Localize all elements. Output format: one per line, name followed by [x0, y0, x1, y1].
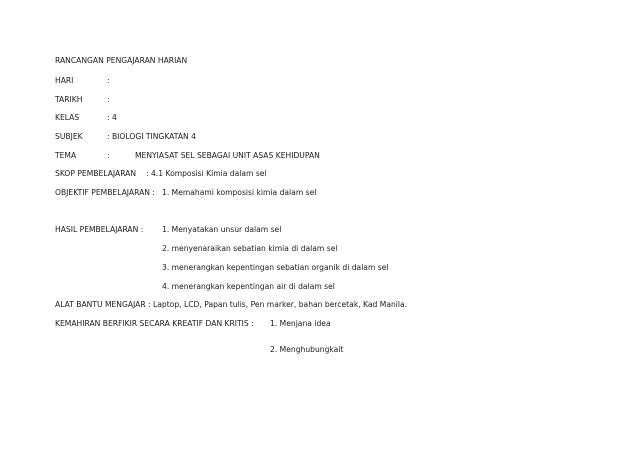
field-sep-tarikh: :	[107, 95, 110, 104]
kemahiran-item: 2. Menghubungkait	[270, 345, 344, 354]
field-label-tema: TEMA	[55, 151, 77, 160]
field-value-subjek: : BIOLOGI TINGKATAN 4	[107, 132, 196, 141]
field-label-tarikh: TARIKH	[55, 95, 83, 104]
alat-bantu-mengajar: ALAT BANTU MENGAJAR : Laptop, LCD, Papan tulis, Pen marker, bahan bercetak, Kad Manila.	[55, 300, 408, 309]
field-label-kelas: KELAS	[55, 113, 80, 122]
field-sep-hari: :	[107, 76, 110, 85]
hasil-item: 4. menerangkan kepentingan air di dalam sel	[162, 282, 335, 291]
field-value-kelas: : 4	[107, 113, 117, 122]
field-label-subjek: SUBJEK	[55, 132, 83, 141]
kemahiran-item: 1. Menjana idea	[270, 319, 331, 328]
document-title: RANCANGAN PENGAJARAN HARIAN	[55, 56, 188, 65]
objektif-value: 1. Memahami komposisi kimia dalam sel	[162, 188, 317, 197]
skop-value: : 4.1 Komposisi Kimia dalam sel	[146, 169, 267, 178]
hasil-item: 2. menyenaraikan sebatian kimia di dalam sel	[162, 244, 338, 253]
kemahiran-label: KEMAHIRAN BERFIKIR SECARA KREATIF DAN KRITIS :	[55, 319, 254, 328]
hasil-label: HASIL PEMBELAJARAN :	[55, 225, 144, 234]
hasil-item: 3. menerangkan kepentingan sebatian organik di dalam sel	[162, 263, 389, 272]
objektif-label: OBJEKTIF PEMBELAJARAN :	[55, 188, 155, 197]
field-sep-tema: :	[107, 151, 110, 160]
field-label-hari: HARI	[55, 76, 74, 85]
field-value-tema: MENYIASAT SEL SEBAGAI UNIT ASAS KEHIDUPAN	[135, 151, 320, 160]
hasil-item: 1. Menyatakan unsur dalam sel	[162, 225, 282, 234]
skop-label: SKOP PEMBELAJARAN	[55, 169, 137, 178]
